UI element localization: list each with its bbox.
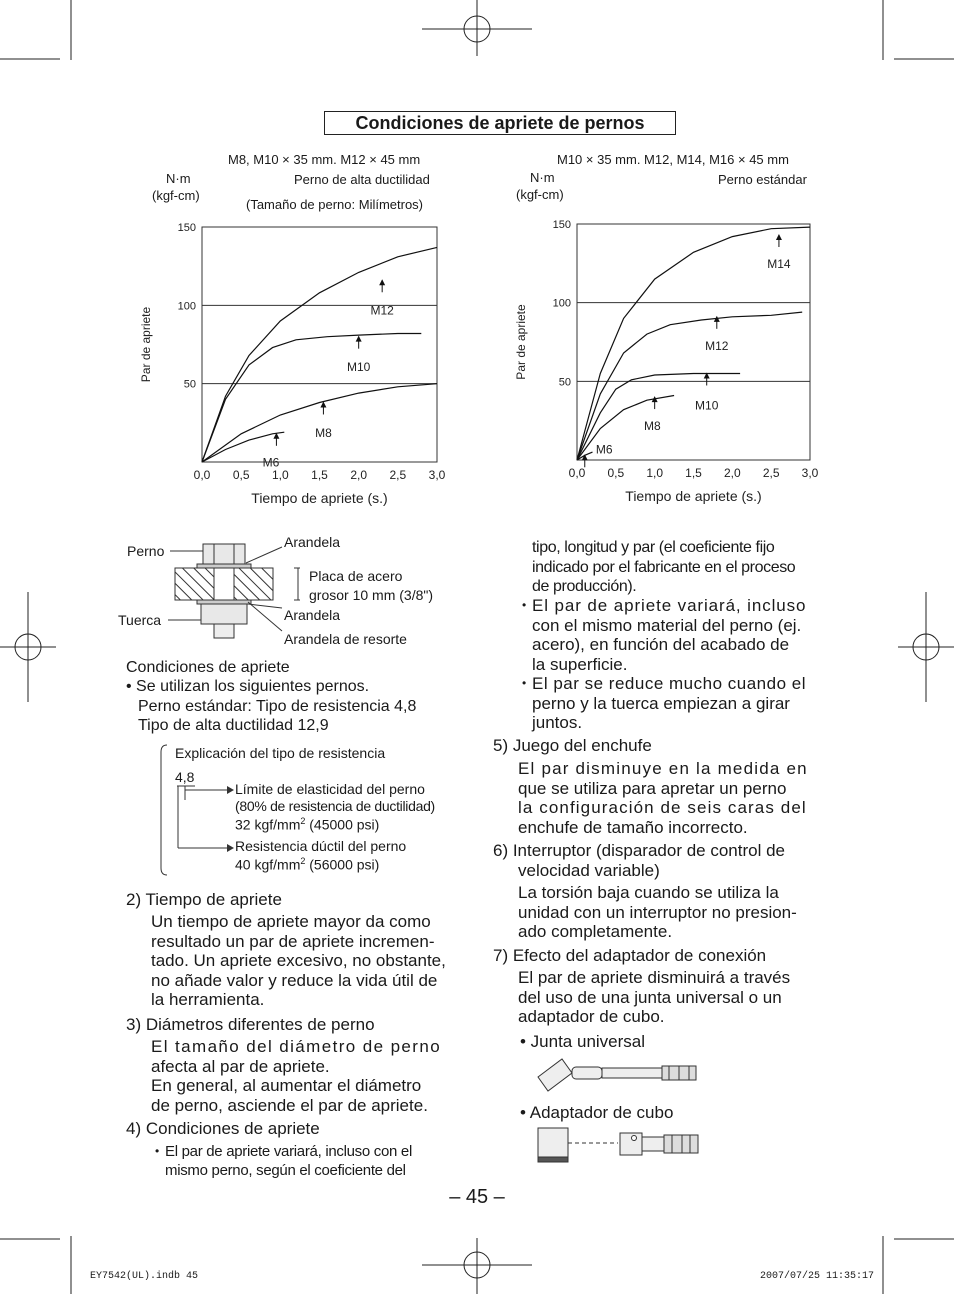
- cont-line: tipo, longitud y par (el coeficiente fijo: [532, 539, 775, 556]
- cond-title: Condiciones de apriete: [126, 659, 290, 676]
- x-tick-label: 1,0: [271, 468, 289, 482]
- item5-body: [518, 759, 830, 837]
- item7-line: El par de apriete disminuirá a través: [518, 968, 791, 987]
- chart-right-title: M10 × 35 mm. M12, M14, M16 × 45 mm: [557, 152, 789, 167]
- item3-body: [151, 1037, 461, 1115]
- series-line-m10: [202, 334, 421, 463]
- item7-line: adaptador de cubo.: [518, 1007, 665, 1026]
- x-tick-label: 2,5: [389, 468, 407, 482]
- chart-left-title: M8, M10 × 35 mm. M12 × 45 mm: [228, 152, 421, 167]
- x-tick-label: 2,0: [350, 468, 368, 482]
- item6-line: La torsión baja cuando se utiliza la: [518, 883, 779, 902]
- cont-line: de producción).: [532, 578, 637, 595]
- series-label: M10: [695, 398, 719, 413]
- x-tick-label: 2,5: [762, 466, 780, 480]
- item7-title: 7) Efecto del adaptador de conexión: [493, 946, 767, 965]
- series-label: M6: [595, 442, 613, 457]
- item2-line: resultado un par de apriete incremen-: [151, 931, 435, 951]
- expl-b2: [235, 856, 379, 873]
- item6-line: unidad con un interruptor no presion-: [518, 902, 797, 922]
- expl-b2-sup: 2: [300, 856, 306, 866]
- adaptador-label: • Adaptador de cubo: [520, 1103, 674, 1122]
- label-placa-2: grosor 10 mm (3/8"): [309, 587, 434, 603]
- bullet-2-line: con el mismo material del perno (ej.: [532, 615, 802, 635]
- footer-left: EY7542(UL).indb 45: [90, 1271, 199, 1282]
- chart-left-unit-top: N·m: [166, 171, 191, 186]
- bullet-2-line: • El par de apriete variará, incluso: [532, 596, 832, 616]
- y-tick-label: 50: [183, 378, 196, 391]
- label-tuerca: Tuerca: [118, 612, 162, 628]
- item2-title: 2) Tiempo de apriete: [126, 890, 282, 909]
- chart-left-subtitle: Perno de alta ductilidad: [294, 172, 430, 187]
- item3-title: 3) Diámetros diferentes de perno: [126, 1015, 375, 1034]
- label-arandela-bottom: Arandela: [284, 607, 341, 623]
- series-arrowhead: [379, 279, 385, 285]
- x-tick-label: 1,5: [685, 466, 702, 480]
- x-tick-label: 0,0: [568, 466, 586, 480]
- y-tick-label: 150: [177, 222, 196, 234]
- socket-adapter-icon: [534, 1125, 704, 1165]
- item6-title-line: velocidad variable): [518, 860, 660, 880]
- item2-line: Un tiempo de apriete mayor da como: [151, 912, 431, 931]
- label-arandela-top: Arandela: [284, 534, 341, 550]
- expl-b2-text: 40 kgf/mm: [235, 856, 301, 873]
- expl-a3-sup: 2: [300, 816, 306, 826]
- item3-line: afecta al par de apriete.: [151, 1056, 330, 1076]
- bullet-3-line: perno y la tuerca empiezan a girar: [532, 693, 790, 713]
- item5-line: que se utiliza para apretar un perno: [518, 778, 787, 798]
- bullet-2: [532, 596, 832, 674]
- x-axis-label: Tiempo de apriete (s.): [251, 490, 388, 506]
- chart-right-unit-bottom: (kgf-cm): [516, 187, 564, 202]
- item4-bullet: [165, 1142, 465, 1180]
- universal-joint-icon: [534, 1055, 704, 1097]
- chart-right: [490, 205, 835, 515]
- expl-a2: (80% de resistencia de ductilidad): [235, 798, 435, 814]
- series-label: M12: [705, 338, 729, 353]
- cont-line: indicado por el fabricante en el proceso: [532, 558, 796, 576]
- series-line-m12: [577, 312, 802, 460]
- expl-a3-rest: (45000 psi): [305, 816, 380, 833]
- item7-line: del uso de una junta universal o un: [518, 987, 782, 1007]
- item5-line: El par disminuye en la medida en: [518, 759, 808, 778]
- item5-title: 5) Juego del enchufe: [493, 736, 652, 755]
- item6-body: [518, 883, 833, 942]
- cond-line-3: Tipo de alta ductilidad 12,9: [138, 717, 329, 734]
- x-tick-label: 0,5: [232, 468, 250, 482]
- series-label: M6: [262, 455, 280, 470]
- item2-line: tado. Un apriete excesivo, no obstante,: [151, 951, 446, 970]
- item5-line: la configuración de seis caras del: [518, 798, 807, 817]
- chart-left: [125, 210, 465, 520]
- expl-a3-text: 32 kgf/mm: [235, 816, 301, 833]
- y-tick-label: 100: [177, 300, 196, 313]
- cond-line-1: • Se utilizan los siguientes pernos.: [126, 678, 370, 695]
- footer-right: 2007/07/25 11:35:17: [760, 1271, 875, 1282]
- y-axis-label: Par de apriete: [139, 306, 153, 383]
- series-label: M14: [767, 257, 791, 272]
- series-label: M12: [370, 303, 394, 318]
- item6-title: [493, 841, 833, 880]
- expl-a1: Límite de elasticidad del perno: [235, 781, 425, 797]
- x-tick-label: 1,0: [646, 466, 664, 480]
- cond-line-2: Perno estándar: Tipo de resistencia 4,8: [138, 698, 417, 715]
- x-tick-label: 0,0: [193, 468, 211, 482]
- series-arrowhead: [776, 234, 782, 240]
- chart-left-note: (Tamaño de perno: Milímetros): [246, 197, 424, 212]
- series-label: M8: [644, 419, 661, 434]
- strength-brackets: [155, 740, 235, 880]
- x-tick-label: 0,5: [607, 466, 625, 480]
- y-tick-label: 50: [558, 376, 571, 389]
- item2-line: no añade valor y reduce la vida útil de: [151, 970, 438, 990]
- label-perno: Perno: [127, 543, 165, 559]
- label-arandela-resorte: Arandela de resorte: [284, 631, 407, 647]
- expl-title: Explicación del tipo de resistencia: [175, 745, 386, 761]
- bullet-2-line: acero), en función del acabado de: [532, 635, 790, 654]
- item3-line: El tamaño del diámetro de perno: [151, 1037, 442, 1056]
- y-axis-label: Par de apriete: [514, 304, 528, 380]
- bullet-3-line: • El par se reduce mucho cuando el: [532, 674, 832, 694]
- bullet-2-line: la superficie.: [532, 654, 628, 674]
- item2-body: [151, 912, 461, 1010]
- bolt-diagram: [160, 535, 300, 650]
- item4-title: 4) Condiciones de apriete: [126, 1119, 320, 1138]
- bullet-3: [532, 674, 832, 733]
- series-label: M8: [315, 425, 332, 440]
- cont-lines: [532, 538, 832, 597]
- chart-left-unit-bottom: (kgf-cm): [152, 188, 200, 203]
- item6-line: ado completamente.: [518, 922, 673, 941]
- x-tick-label: 1,5: [311, 468, 328, 482]
- series-arrowhead: [356, 336, 362, 342]
- expl-a3: [235, 816, 379, 833]
- chart-right-subtitle: Perno estándar: [718, 172, 807, 187]
- item2-line: la herramienta.: [151, 990, 265, 1009]
- nut: [201, 604, 247, 624]
- item6-title-line: 6) Interruptor (disparador de control de: [493, 841, 785, 860]
- item3-line: de perno, asciende el par de apriete.: [151, 1095, 428, 1115]
- junta-label: • Junta universal: [520, 1032, 646, 1051]
- item7-body: [518, 968, 833, 1027]
- item3-line: En general, al aumentar el diámetro: [151, 1076, 422, 1095]
- x-tick-label: 3,0: [801, 466, 819, 480]
- y-tick-label: 150: [552, 219, 571, 231]
- expl-b2-rest: (56000 psi): [305, 856, 380, 873]
- page-number: – 45 –: [449, 1186, 505, 1208]
- bolt-head: [203, 544, 245, 564]
- expl-value: 4,8: [175, 769, 195, 785]
- series-line-m8: [202, 384, 437, 462]
- expl-b1: Resistencia dúctil del perno: [235, 838, 407, 854]
- item4-bullet-line: • El par de apriete variará, incluso con el: [165, 1142, 465, 1161]
- y-tick-label: 100: [552, 297, 571, 310]
- x-tick-label: 2,0: [723, 466, 741, 480]
- x-tick-label: 3,0: [428, 468, 446, 482]
- section-title: Condiciones de apriete de pernos: [324, 111, 676, 135]
- item5-line: enchufe de tamaño incorrecto.: [518, 817, 748, 837]
- chart-right-unit-top: N·m: [530, 170, 555, 185]
- label-placa-1: Placa de acero: [309, 568, 403, 584]
- item4-bullet-line: mismo perno, según el coeficiente del: [165, 1162, 406, 1179]
- x-axis-label: Tiempo de apriete (s.): [625, 488, 762, 504]
- series-label: M10: [346, 360, 371, 375]
- bullet-3-line: juntos.: [532, 713, 583, 732]
